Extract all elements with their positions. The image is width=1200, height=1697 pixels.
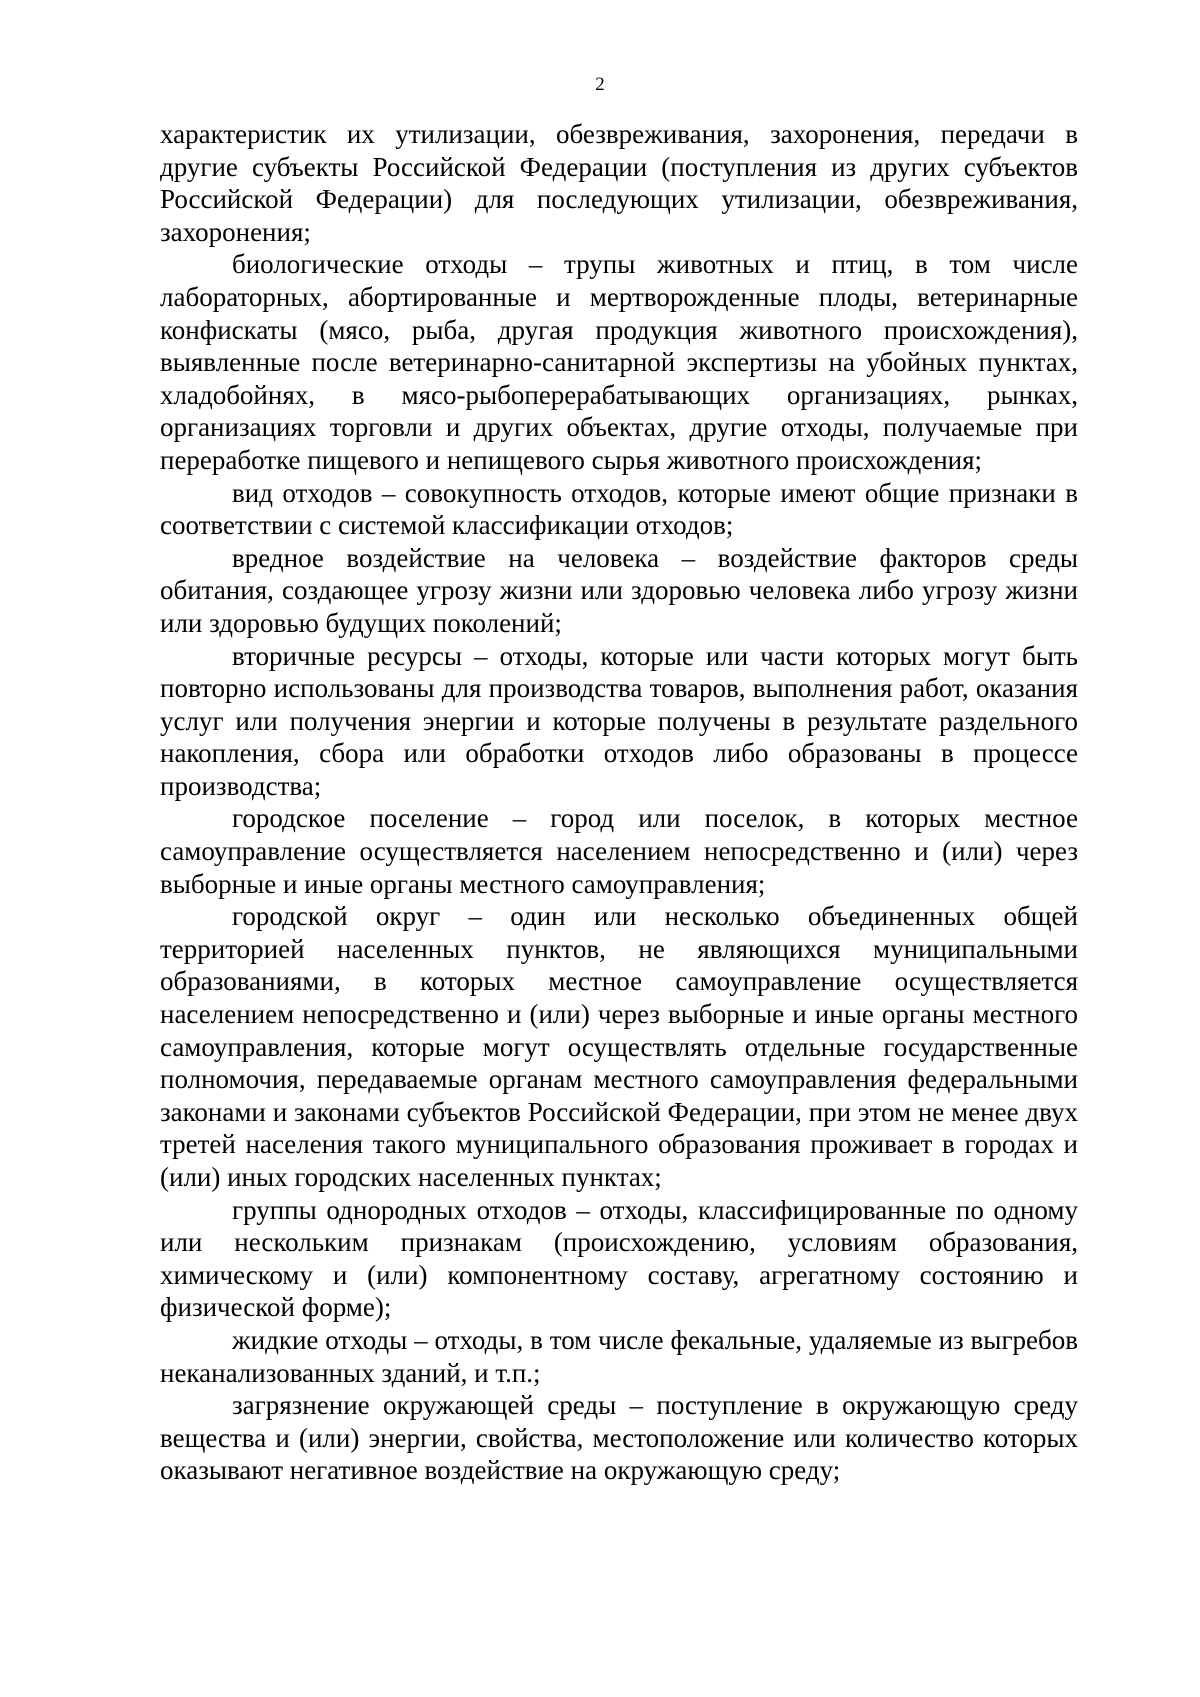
paragraph-homogeneous-waste-groups: группы однородных отходов – отходы, классифицированные по одному или нескольким признакам (происхождению, условиям образования, химическому и (или) компонентному составу, агрегатному состоянию и физической форме); [160,1194,1078,1323]
paragraph-environmental-pollution: загрязнение окружающей среды – поступление в окружающую среду вещества и (или) энергии, свойства, местоположение или количество которых оказывают негативное воздействие на окружающую среду; [160,1390,1078,1486]
paragraph-waste-type: вид отходов – совокупность отходов, которые имеют общие признаки в соответствии с системой классификации отходов; [160,477,1078,541]
page-number: 2 [595,74,605,95]
paragraph-urban-district: городской округ – один или несколько объединенных общей территорией населенных пунктов, не являющихся муниципальными образованиями, в которых местное самоуправление осуществляется населением непосредственно и (или) через выборные и иные органы местного самоуправления, которые могут осуществлять отдельные государственные полномочия, передаваемые органам местного самоуправления федеральными законами и законами субъектов Российской Федерации, при этом не менее двух третей населения такого муниципального образования проживает в городах и (или) иных городских населенных пунктах; [160,901,1078,1192]
paragraph-harmful-effect: вредное воздействие на человека – воздействие факторов среды обитания, создающее угрозу жизни или здоровью человека либо угрозу жизни или здоровью будущих поколений; [160,542,1078,638]
paragraph-urban-settlement: городское поселение – город или поселок, в которых местное самоуправление осуществляется населением непосредственно и (или) через выборные и иные органы местного самоуправления; [160,803,1078,899]
paragraph-continuation: характеристик их утилизации, обезвреживания, захоронения, передачи в другие субъекты Российской Федерации (поступления из других субъектов Российской Федерации) для последующих утилизации, обезвреживания, захоронения; [160,119,1078,247]
document-body [160,118,1078,1487]
paragraph-secondary-resources: вторичные ресурсы – отходы, которые или части которых могут быть повторно использованы для производства товаров, выполнения работ, оказания услуг или получения энергии и которые получены в результате раздельного накопления, сбора или обработки отходов либо образованы в процессе производства; [160,640,1078,801]
paragraph-biological-waste: биологические отходы – трупы животных и птиц, в том числе лабораторных, абортированные и мертворожденные плоды, ветеринарные конфискаты (мясо, рыба, другая продукция животного происхождения), выявленные после ветеринарно-санитарной экспертизы на убойных пунктах, хладобойнях, в мясо-рыбоперерабатывающих организациях, рынках, организациях торговли и других объектах, другие отходы, получаемые при переработке пищевого и непищевого сырья животного происхождения; [160,249,1078,475]
paragraph-liquid-waste: жидкие отходы – отходы, в том числе фекальные, удаляемые из выгребов неканализованных зданий, и т.п.; [160,1324,1078,1388]
